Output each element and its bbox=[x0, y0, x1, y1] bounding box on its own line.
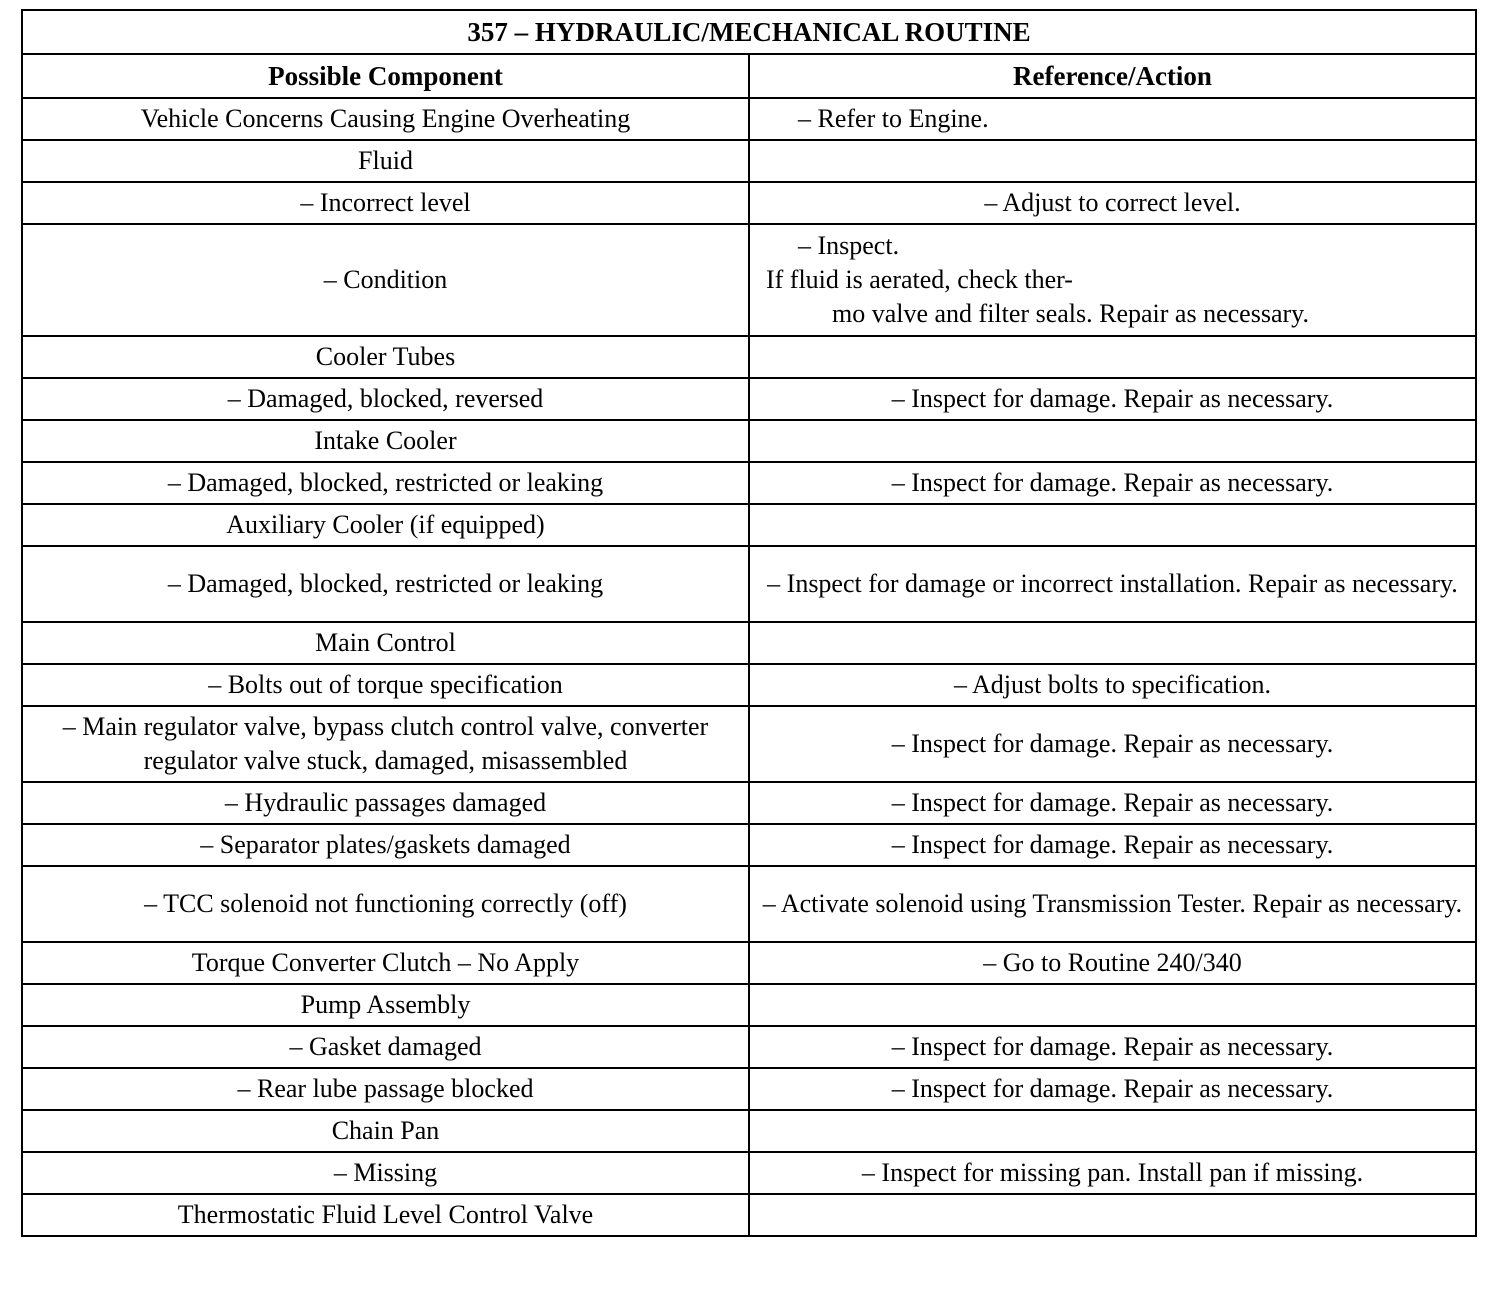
table-row bbox=[22, 336, 1476, 378]
component-cell: – Bolts out of torque specification bbox=[22, 664, 749, 706]
action-cell bbox=[749, 984, 1476, 1026]
column-header-component: Possible Component bbox=[22, 54, 749, 98]
column-header-action: Reference/Action bbox=[749, 54, 1476, 98]
action-cell: – Inspect for missing pan. Install pan if missing. bbox=[749, 1152, 1476, 1194]
table-row bbox=[22, 182, 1476, 224]
action-cell: – Inspect for damage. Repair as necessary. bbox=[749, 378, 1476, 420]
action-cell bbox=[749, 336, 1476, 378]
action-cell bbox=[749, 224, 1476, 336]
table-row bbox=[22, 140, 1476, 182]
table-row bbox=[22, 706, 1476, 782]
table-row bbox=[22, 866, 1476, 942]
table-row bbox=[22, 546, 1476, 622]
table-row bbox=[22, 98, 1476, 140]
table-row bbox=[22, 1152, 1476, 1194]
table-row bbox=[22, 942, 1476, 984]
table-title: 357 – HYDRAULIC/MECHANICAL ROUTINE bbox=[22, 10, 1476, 54]
action-cell bbox=[749, 622, 1476, 664]
routine-table bbox=[21, 9, 1477, 1237]
component-cell: – Damaged, blocked, restricted or leaking bbox=[22, 546, 749, 622]
table-row bbox=[22, 378, 1476, 420]
component-cell: Main Control bbox=[22, 622, 749, 664]
table-row bbox=[22, 504, 1476, 546]
action-cell: – Inspect for damage. Repair as necessary. bbox=[749, 824, 1476, 866]
action-cell: – Adjust to correct level. bbox=[749, 182, 1476, 224]
component-cell: – Condition bbox=[22, 224, 749, 336]
table-row bbox=[22, 1068, 1476, 1110]
action-cell bbox=[749, 1194, 1476, 1236]
component-cell: Vehicle Concerns Causing Engine Overheating bbox=[22, 98, 749, 140]
action-cell bbox=[749, 504, 1476, 546]
action-line: If fluid is aerated, check ther- bbox=[765, 265, 1073, 294]
component-cell: Auxiliary Cooler (if equipped) bbox=[22, 504, 749, 546]
action-cell: – Inspect for damage. Repair as necessary. bbox=[749, 462, 1476, 504]
table-row bbox=[22, 1110, 1476, 1152]
table-row bbox=[22, 824, 1476, 866]
table-row bbox=[22, 1026, 1476, 1068]
component-cell: – Rear lube passage blocked bbox=[22, 1068, 749, 1110]
action-cell: – Inspect for damage or incorrect installation. Repair as necessary. bbox=[749, 546, 1476, 622]
component-cell: – Damaged, blocked, restricted or leaking bbox=[22, 462, 749, 504]
component-cell: Torque Converter Clutch – No Apply bbox=[22, 942, 749, 984]
action-cell: – Adjust bolts to specification. bbox=[749, 664, 1476, 706]
table-row bbox=[22, 984, 1476, 1026]
component-cell: – Hydraulic passages damaged bbox=[22, 782, 749, 824]
component-cell: Intake Cooler bbox=[22, 420, 749, 462]
action-cell: – Go to Routine 240/340 bbox=[749, 942, 1476, 984]
component-cell: – Missing bbox=[22, 1152, 749, 1194]
component-cell: Thermostatic Fluid Level Control Valve bbox=[22, 1194, 749, 1236]
table-row bbox=[22, 1194, 1476, 1236]
component-cell: Chain Pan bbox=[22, 1110, 749, 1152]
action-cell: – Inspect for damage. Repair as necessary. bbox=[749, 782, 1476, 824]
table-row bbox=[22, 462, 1476, 504]
table-row bbox=[22, 224, 1476, 336]
action-cell: – Inspect for damage. Repair as necessary. bbox=[749, 1068, 1476, 1110]
component-cell: Pump Assembly bbox=[22, 984, 749, 1026]
component-cell: – Incorrect level bbox=[22, 182, 749, 224]
action-cell bbox=[749, 420, 1476, 462]
table-row bbox=[22, 664, 1476, 706]
action-cell bbox=[749, 140, 1476, 182]
action-cell: – Inspect for damage. Repair as necessary. bbox=[749, 706, 1476, 782]
table-row bbox=[22, 420, 1476, 462]
table-row bbox=[22, 622, 1476, 664]
component-cell: – Separator plates/gaskets damaged bbox=[22, 824, 749, 866]
component-cell: – TCC solenoid not functioning correctly (off) bbox=[22, 866, 749, 942]
component-cell: Cooler Tubes bbox=[22, 336, 749, 378]
action-line: – Inspect. bbox=[797, 231, 900, 260]
component-cell: – Gasket damaged bbox=[22, 1026, 749, 1068]
component-cell: Fluid bbox=[22, 140, 749, 182]
action-cell: – Refer to Engine. bbox=[749, 98, 1476, 140]
action-line: mo valve and filter seals. Repair as necessary. bbox=[831, 299, 1309, 328]
component-cell: – Main regulator valve, bypass clutch control valve, converter regulator valve stuck, damaged, misassembled bbox=[22, 706, 749, 782]
action-cell bbox=[749, 1110, 1476, 1152]
component-cell: – Damaged, blocked, reversed bbox=[22, 378, 749, 420]
action-cell: – Activate solenoid using Transmission Tester. Repair as necessary. bbox=[749, 866, 1476, 942]
action-cell: – Inspect for damage. Repair as necessary. bbox=[749, 1026, 1476, 1068]
table-row bbox=[22, 782, 1476, 824]
routine-sheet bbox=[21, 9, 1477, 1237]
